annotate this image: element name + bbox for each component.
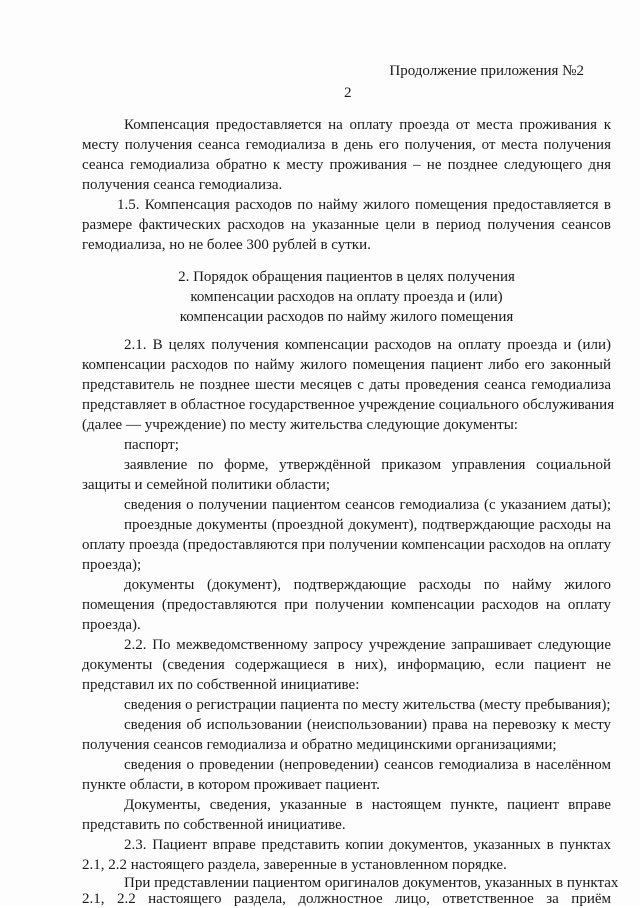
paragraph-line: 2.2. По межведомственному запросу учреждение запрашивает следующие [124,637,611,653]
paragraph-line: Документы, сведения, указанные в настоящем пункте, пациент вправе [124,797,611,813]
paragraph-line: гемодиализа, но не более 300 рублей в сутки. [82,237,371,253]
section-title: компенсации расходов на оплату проезда и (или) [190,289,503,305]
list-item: проездные документы (проездной документ), подтверждающие расходы на [124,517,611,533]
paragraph-line: Компенсация предоставляется на оплату проезда от места проживания к [124,117,611,133]
paragraph-line: компенсации расходов по найму жилого помещения пациент либо его законный [82,357,611,373]
list-item: пункте области, в котором проживает пациент. [82,777,380,793]
paragraph-line: представить по собственной инициативе. [82,817,346,833]
paragraph-line: размере фактических расходов на указанные цели в период получения сеансов [82,217,611,233]
list-item: заявление по форме, утверждённой приказом управления социальной [124,457,611,473]
paragraph-line: 2.1. В целях получения компенсации расходов на оплату проезда и (или) [124,337,611,353]
list-item: сведения об использовании (неиспользовании) права на перевозку к месту [124,717,611,733]
paragraph-line: 2.1, 2.2 настоящего раздела, заверенные в установленном порядке. [82,857,507,873]
list-item: документы (документ), подтверждающие расходы по найму жилого [124,577,611,593]
paragraph-line: сеанса гемодиализа обратно к месту проживания – не позднее следующего дня [82,157,611,173]
paragraph-line: 1.5. Компенсация расходов по найму жилого помещения предоставляется в [117,197,611,213]
section-title: 2. Порядок обращения пациентов в целях получения [178,269,515,285]
list-item: сведения о регистрации пациента по месту жительства (месту пребывания); [124,697,611,713]
list-item: помещения (предоставляются при получении компенсации расходов на оплату [82,597,611,613]
paragraph-line: представил их по собственной инициативе: [82,677,360,693]
paragraph-line: 2.1, 2.2 настоящего раздела, должностное лицо, ответственное за приём [82,891,611,907]
page-number: 2 [344,85,352,101]
list-item: сведения о проведении (непроведении) сеансов гемодиализа в населённом [124,757,611,773]
paragraph-line: При представлении пациентом оригиналов документов, указанных в пунктах [124,875,619,891]
list-item: оплату проезда (предоставляются при получении компенсации расходов на оплату [82,537,611,553]
list-item: сведения о получении пациентом сеансов гемодиализа (с указанием даты); [124,497,611,513]
section-title: компенсации расходов по найму жилого помещения [179,309,514,325]
paragraph-line: месту получения сеанса гемодиализа в день его получения, от места получения [82,137,611,153]
list-item: проезда); [82,557,142,573]
paragraph-line: представляет в областное государственное учреждение социального обслуживания [82,397,615,413]
paragraph-line: документы (сведения содержащиеся в них), информацию, если пациент не [82,657,611,673]
list-item: получения сеансов гемодиализа и обратно медицинскими организациями; [82,737,557,753]
list-item: защиты и семейной политики области; [82,477,331,493]
paragraph-line: представитель не позднее шести месяцев с даты проведения сеанса гемодиализа [82,377,611,393]
paragraph-line: (далее — учреждение) по месту жительства следующие документы: [82,417,518,433]
list-item: паспорт; [124,437,179,453]
list-item: проезда). [82,617,141,633]
paragraph-line: получения сеанса гемодиализа. [82,177,283,193]
paragraph-line: 2.3. Пациент вправе представить копии документов, указанных в пунктах [124,837,611,853]
appendix-continuation-header: Продолжение приложения №2 [389,63,584,79]
